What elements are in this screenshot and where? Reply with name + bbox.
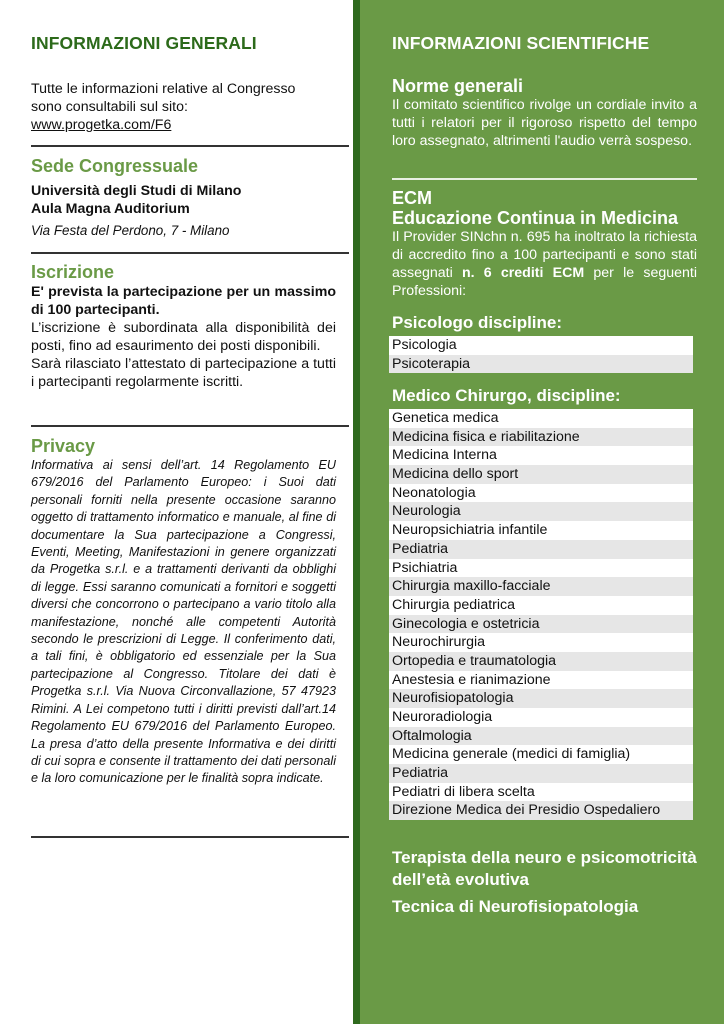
psychologist-title: Psicologo discipline:: [392, 313, 563, 332]
privacy-title: Privacy: [31, 436, 96, 456]
general-rules-title: Norme generali: [392, 76, 524, 96]
privacy-text: Informativa ai sensi dell’art. 14 Regolamento EU 679/2016 del Parlamento Europeo: i Suoi dati personali forniti nella presente occasione saranno oggetto di trattamento informatico e manuale, al fine di documentare la Sua partecipazione a Congressi, Eventi, Meeting, Manifestazioni in genere organizzati da Progetka s.r.l. e a trattamenti derivanti da obblighi di legge. Essi saranno comunicati a fornitori e soggetti diversi che concorrono o partecipano a vario titolo alla manifestazione, nonché alle competenti Autorità secondo le prescrizioni di Legge. Il conferimento dati, a tali fini, è obbligatorio ed essenziale per la Sua partecipazione al Congresso. Titolare dei dati è Progetka s.r.l. Via Nuova Circonvallazione, 57 47923 Rimini. A Lei competono tutti i diritti previsti dall’art.14 Regolamento EU 679/2016 del Parlamento Europeo. La presa d’atto della presente Informativa e dei diritti di cui sopra e consente il trattamento dei dati personali e la loro comunicazione per le finalità sopra indicate.: [31, 458, 336, 786]
therapist-profession: Terapista della neuro e psicomotricità dell’età evolutiva: [392, 848, 697, 889]
discipline-item: Neurofisiopatologia: [389, 689, 693, 708]
surgeon-list: [389, 409, 693, 820]
section-divider: [31, 252, 349, 254]
discipline-item: Medicina dello sport: [389, 465, 693, 484]
registration-availability: L’iscrizione è subordinata alla disponibilità dei posti, fino ad esaurimento dei posti disponibili.: [31, 320, 336, 354]
discipline-item: Medicina generale (medici di famiglia): [389, 745, 693, 764]
discipline-item: Psichiatria: [389, 559, 693, 578]
venue-title: Sede Congressuale: [31, 156, 199, 176]
discipline-item: Ginecologia e ostetricia: [389, 615, 693, 634]
discipline-item: Chirurgia maxillo-facciale: [389, 577, 693, 596]
registration-max-participants: E' prevista la partecipazione per un massimo di 100 partecipanti.: [31, 284, 336, 318]
registration-section: [31, 262, 336, 391]
general-rules-section: [392, 76, 697, 150]
discipline-item: Medicina fisica e riabilitazione: [389, 428, 693, 447]
scientific-info-column: [360, 0, 724, 1024]
psychologist-list: [389, 336, 693, 373]
general-info-heading: INFORMAZIONI GENERALI: [31, 33, 257, 53]
ecm-subtitle: Educazione Continua in Medicina: [392, 208, 679, 228]
ecm-text-start: Il Provider SINchn n. 695 ha inoltrato la richiesta di accredito fino a 100 partecipanti e sono stati assegnati: [392, 229, 697, 281]
venue-hall: Aula Magna Auditorium: [31, 201, 190, 217]
discipline-item: Genetica medica: [389, 409, 693, 428]
section-divider: [31, 145, 349, 147]
intro-block: [31, 80, 336, 134]
general-rules-text: Il comitato scientifico rivolge un cordiale invito a tutti i relatori per il rigoroso rispetto del tempo loro assegnato, altrimenti l'audio verrà sospeso.: [392, 97, 697, 149]
discipline-item: Neuropsichiatria infantile: [389, 521, 693, 540]
general-info-column: [0, 0, 353, 1024]
neurophysiopathology-technician: Tecnica di Neurofisiopatologia: [392, 897, 639, 916]
discipline-item: Neuroradiologia: [389, 708, 693, 727]
discipline-item: Oftalmologia: [389, 727, 693, 746]
ecm-text: [392, 228, 697, 300]
discipline-item: Chirurgia pediatrica: [389, 596, 693, 615]
ecm-credits: n. 6 crediti ECM: [461, 265, 585, 281]
discipline-item: Pediatria: [389, 764, 693, 783]
ecm-text-end: per le seguenti Professioni:: [392, 265, 697, 299]
ecm-title: ECM: [392, 188, 432, 208]
scientific-info-heading: INFORMAZIONI SCIENTIFICHE: [392, 33, 650, 53]
venue-address: Via Festa del Perdono, 7 - Milano: [31, 223, 230, 238]
registration-certificate: Sarà rilasciato l’attestato di partecipazione a tutti i partecipanti regolarmente iscritti.: [31, 356, 336, 390]
discipline-item: Anestesia e rianimazione: [389, 671, 693, 690]
discipline-item: Neurochirurgia: [389, 633, 693, 652]
ecm-section: [392, 188, 697, 300]
section-divider: [392, 178, 697, 180]
discipline-item: Psicologia: [389, 336, 693, 355]
venue-section: [31, 156, 336, 240]
column-divider: [353, 0, 360, 1024]
discipline-item: Direzione Medica dei Presidio Ospedaliero: [389, 801, 693, 820]
venue-university: Università degli Studi di Milano: [31, 183, 242, 199]
discipline-item: Ortopedia e traumatologia: [389, 652, 693, 671]
website-link[interactable]: www.progetka.com/F6: [31, 117, 172, 133]
discipline-item: Neonatologia: [389, 484, 693, 503]
privacy-section: [31, 436, 336, 788]
discipline-item: Pediatri di libera scelta: [389, 783, 693, 802]
discipline-item: Neurologia: [389, 502, 693, 521]
intro-line-1: Tutte le informazioni relative al Congresso: [31, 81, 296, 97]
section-divider: [31, 836, 349, 838]
discipline-item: Psicoterapia: [389, 355, 693, 374]
registration-title: Iscrizione: [31, 262, 115, 282]
section-divider: [31, 425, 349, 427]
surgeon-title: Medico Chirurgo, discipline:: [392, 386, 621, 405]
discipline-item: Pediatria: [389, 540, 693, 559]
intro-line-2: sono consultabili sul sito:: [31, 99, 188, 115]
discipline-item: Medicina Interna: [389, 446, 693, 465]
